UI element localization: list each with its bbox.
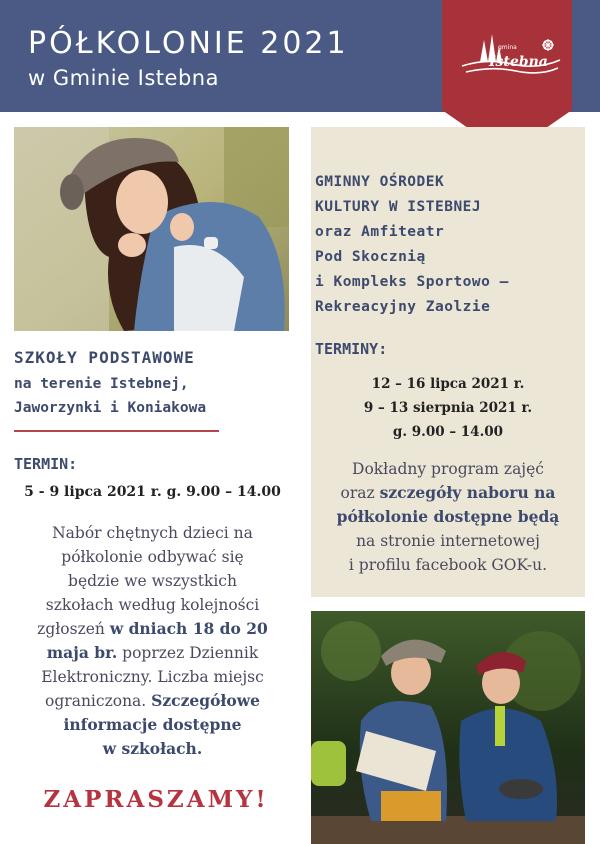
organizer-line: Rekreacyjny Zaolzie: [315, 299, 491, 315]
page-title: PÓŁKOLONIE 2021: [28, 26, 349, 61]
date-line: 12 – 16 lipca 2021 r.: [371, 376, 525, 392]
organizer-line: KULTURY W ISTEBNEJ: [315, 199, 482, 215]
enrollment-line: będzie we wszystkich: [68, 572, 237, 590]
terminy-dates: [311, 372, 585, 444]
organizer-line: i Kompleks Sportowo –: [315, 274, 509, 290]
enrollment-line: Elektroniczny. Liczba miejsc: [41, 668, 264, 686]
date-line: 9 – 13 sierpnia 2021 r.: [363, 400, 533, 416]
program-line: i profilu facebook GOK-u.: [348, 556, 548, 574]
organizer-line: oraz Amfiteatr: [315, 224, 445, 240]
program-info: [311, 457, 585, 577]
enrollment-line: półkolonie odbywać się: [61, 548, 244, 566]
date-line: g. 9.00 – 14.00: [392, 424, 504, 440]
enrollment-text: [0, 521, 305, 761]
schools-location-line-1: na terenie Istebnej,: [14, 376, 189, 392]
organizer-line: Pod Skocznią: [315, 249, 426, 265]
logo-small-text: gmina: [498, 44, 517, 51]
logo-name: Istebna: [489, 54, 548, 70]
schools-location-line-2: Jaworzynki i Koniakowa: [14, 400, 207, 416]
enrollment-line: ograniczona. Szczegółowe: [45, 691, 260, 710]
enrollment-line: maja br. poprzez Dziennik: [46, 643, 259, 662]
page-subtitle: w Gminie Istebna: [28, 66, 219, 90]
enrollment-line: w szkołach.: [102, 739, 203, 758]
termin-label: TERMIN:: [14, 455, 78, 473]
children-reading-photo: [311, 611, 585, 844]
schools-heading: SZKOŁY PODSTAWOWE: [14, 348, 195, 367]
terminy-label: TERMINY:: [315, 340, 388, 358]
gok-organizer: [315, 170, 585, 320]
program-line: półkolonie dostępne będą: [336, 507, 560, 526]
termin-value: 5 - 9 lipca 2021 r. g. 9.00 – 14.00: [24, 484, 281, 500]
girl-photo: [14, 127, 289, 331]
section-divider: [14, 430, 219, 432]
invitation-text: ZAPRASZAMY!: [43, 786, 269, 813]
enrollment-line: Nabór chętnych dzieci na: [52, 524, 253, 542]
enrollment-line: informacje dostępne: [63, 715, 242, 734]
enrollment-line: szkołach według kolejności: [45, 596, 260, 614]
enrollment-line: zgłoszeń w dniach 18 do 20: [37, 619, 268, 638]
organizer-line: GMINNY OŚRODEK: [315, 174, 445, 190]
program-line: oraz szczegóły naboru na: [340, 483, 556, 502]
program-line: Dokładny program zajęć: [352, 460, 544, 478]
program-line: na stronie internetowej: [356, 532, 540, 550]
